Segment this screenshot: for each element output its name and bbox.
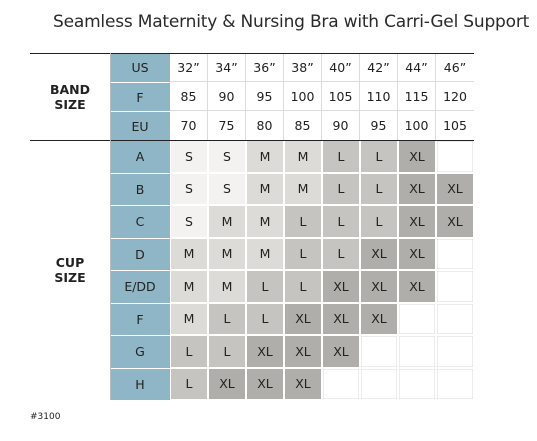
band-value-cell: 115 — [398, 82, 436, 111]
fit-size-cell: L — [322, 205, 360, 238]
band-value-cell: 32” — [170, 53, 208, 82]
band-value-cell: 46” — [436, 53, 474, 82]
fit-size-cell: M — [246, 173, 284, 206]
fit-size-cell: L — [170, 368, 208, 401]
band-value-cell: 80 — [246, 111, 284, 140]
fit-size-cell — [398, 335, 436, 368]
band-value-cell: 36” — [246, 53, 284, 82]
fit-size-cell: XL — [398, 270, 436, 303]
band-value-cell: 120 — [436, 82, 474, 111]
fit-size-cell — [436, 140, 474, 173]
fit-size-cell: M — [170, 270, 208, 303]
fit-size-cell: XL — [322, 270, 360, 303]
fit-size-cell: XL — [360, 238, 398, 271]
band-value-cell: 100 — [398, 111, 436, 140]
band-size-label-line2: SIZE — [54, 96, 86, 112]
cup-row-header: C — [110, 205, 170, 238]
fit-size-cell — [436, 368, 474, 401]
fit-size-cell — [436, 303, 474, 336]
cup-row-header: E/DD — [110, 270, 170, 303]
band-value-cell: 85 — [170, 82, 208, 111]
fit-size-cell: XL — [398, 140, 436, 173]
fit-size-cell: XL — [284, 303, 322, 336]
fit-size-cell: M — [208, 205, 246, 238]
band-value-cell: 105 — [443, 118, 467, 133]
cup-row-header: H — [110, 368, 170, 401]
fit-size-cell: L — [246, 270, 284, 303]
fit-size-cell: XL — [284, 368, 322, 401]
fit-size-cell: M — [284, 140, 322, 173]
fit-size-cell: XL — [398, 205, 436, 238]
band-size-label-line1: BAND — [49, 81, 91, 97]
fit-size-cell — [436, 238, 474, 271]
fit-size-cell: L — [246, 303, 284, 336]
band-value-cell: 95 — [360, 111, 398, 140]
band-row-header: EU — [110, 111, 170, 140]
band-value-cell: 70 — [170, 111, 208, 140]
fit-size-cell: XL — [284, 335, 322, 368]
product-code: #3100 — [30, 412, 61, 422]
fit-size-cell: XL — [360, 270, 398, 303]
fit-size-cell: XL — [360, 303, 398, 336]
fit-size-cell: L — [360, 140, 398, 173]
fit-size-cell: XL — [322, 303, 360, 336]
band-cup-divider — [30, 140, 474, 141]
fit-size-cell: XL — [398, 173, 436, 206]
cup-row-header: D — [110, 238, 170, 271]
chart-title: Seamless Maternity & Nursing Bra with Carri-Gel Support — [53, 12, 530, 32]
band-value-cell: 75 — [208, 111, 246, 140]
fit-size-cell: XL — [246, 335, 284, 368]
fit-size-cell: L — [360, 173, 398, 206]
band-value-cell: 110 — [360, 82, 398, 111]
label-column-divider — [110, 53, 111, 400]
cup-size-label-line1: CUP — [55, 255, 85, 270]
fit-size-cell: M — [246, 205, 284, 238]
fit-size-cell: M — [208, 270, 246, 303]
fit-size-cell: XL — [436, 205, 474, 238]
fit-size-cell: L — [322, 173, 360, 206]
fit-size-cell — [360, 335, 398, 368]
fit-size-cell: S — [208, 173, 246, 206]
fit-size-cell: XL — [246, 368, 284, 401]
band-value-cell: 95 — [246, 82, 284, 111]
fit-size-cell: L — [284, 238, 322, 271]
fit-size-cell: L — [208, 335, 246, 368]
fit-size-cell: S — [170, 173, 208, 206]
fit-size-cell — [436, 270, 474, 303]
band-value-cell: 40” — [322, 53, 360, 82]
fit-size-cell: L — [170, 335, 208, 368]
fit-size-cell: L — [322, 140, 360, 173]
fit-size-cell: M — [208, 238, 246, 271]
fit-size-cell: XL — [322, 335, 360, 368]
band-value-cell: 90 — [322, 111, 360, 140]
fit-size-cell: M — [170, 238, 208, 271]
fit-size-cell: S — [170, 205, 208, 238]
table-top-border — [30, 53, 474, 54]
cup-size-label-line2: SIZE — [54, 270, 86, 285]
band-value-cell: 105 — [322, 82, 360, 111]
cup-size-label — [30, 255, 110, 285]
fit-size-cell: M — [246, 140, 284, 173]
band-value-cell: 85 — [284, 111, 322, 140]
fit-size-cell: S — [208, 140, 246, 173]
fit-size-cell: L — [322, 238, 360, 271]
band-size-label — [30, 82, 110, 112]
fit-size-cell: L — [284, 205, 322, 238]
band-value-cell: 44” — [398, 53, 436, 82]
fit-size-cell: XL — [436, 173, 474, 206]
band-value-cell: 38” — [284, 53, 322, 82]
band-row-header: US — [110, 53, 170, 82]
fit-size-cell — [436, 335, 474, 368]
cup-row-header: F — [110, 303, 170, 336]
fit-size-cell — [398, 368, 436, 401]
band-value-cell: 42” — [360, 53, 398, 82]
fit-size-cell: L — [360, 205, 398, 238]
fit-size-cell — [360, 368, 398, 401]
cup-row-header: G — [110, 335, 170, 368]
fit-size-cell: XL — [208, 368, 246, 401]
fit-size-cell: L — [284, 270, 322, 303]
fit-size-cell — [398, 303, 436, 336]
fit-size-cell: L — [208, 303, 246, 336]
band-row-header: F — [110, 82, 170, 111]
fit-size-cell: M — [170, 303, 208, 336]
cup-row-header: B — [110, 173, 170, 206]
fit-size-cell: S — [170, 140, 208, 173]
band-value-cell: 90 — [208, 82, 246, 111]
fit-size-cell: M — [246, 238, 284, 271]
cup-row-header: A — [110, 140, 170, 173]
fit-size-cell — [322, 368, 360, 401]
fit-size-cell: M — [284, 173, 322, 206]
fit-size-cell: XL — [398, 238, 436, 271]
band-value-cell: 100 — [284, 82, 322, 111]
band-value-cell: 34” — [208, 53, 246, 82]
